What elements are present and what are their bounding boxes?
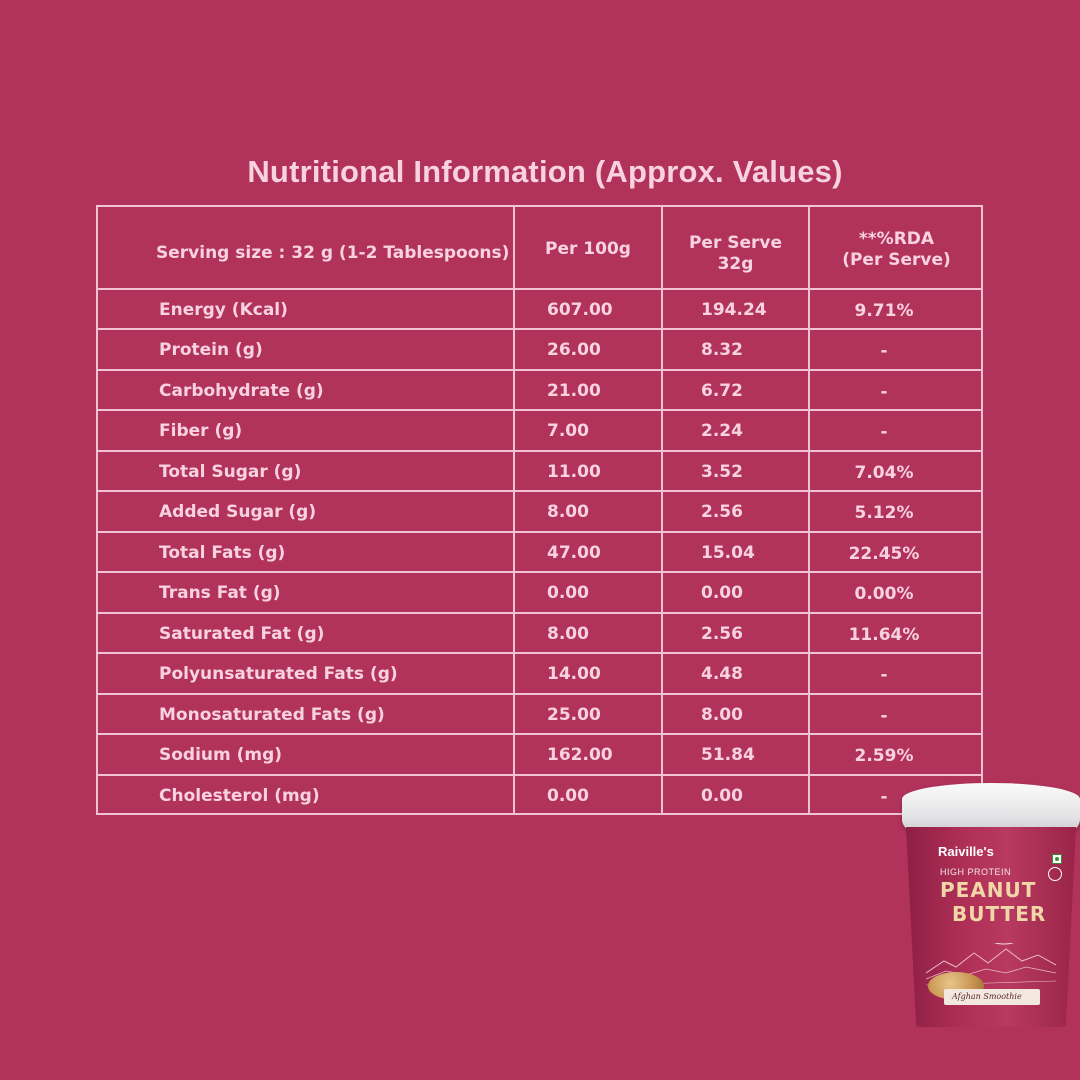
value-per-100g: 21.00: [547, 381, 601, 401]
header-serving-size: Serving size : 32 g (1-2 Tablespoons): [156, 243, 510, 263]
value-per-100g: 25.00: [547, 705, 601, 725]
header-per-100g-label: Per 100g: [545, 239, 631, 259]
jar-lid: [902, 783, 1080, 831]
nutrient-name: Trans Fat (g): [159, 583, 281, 603]
row-divider: [98, 288, 981, 290]
value-per-serve: 2.24: [701, 421, 743, 441]
nutrient-name: Sodium (mg): [159, 745, 283, 765]
value-per-100g: 47.00: [547, 543, 601, 563]
value-rda: -: [880, 341, 888, 361]
header-rda: [810, 229, 983, 271]
nutrient-name: Energy (Kcal): [159, 300, 288, 320]
jar-subtitle: HIGH PROTEIN: [940, 867, 1012, 877]
value-per-serve: 15.04: [701, 543, 755, 563]
nutrient-name: Total Fats (g): [159, 543, 286, 563]
row-divider: [98, 450, 981, 452]
nutrient-name: Protein (g): [159, 340, 263, 360]
value-per-100g: 26.00: [547, 340, 601, 360]
value-per-100g: 0.00: [547, 583, 589, 603]
column-divider: [513, 207, 515, 813]
row-divider: [98, 733, 981, 735]
value-per-serve: 0.00: [701, 583, 743, 603]
nutrient-name: Fiber (g): [159, 421, 243, 441]
value-per-100g: 0.00: [547, 786, 589, 806]
value-per-100g: 8.00: [547, 502, 589, 522]
page-title: Nutritional Information (Approx. Values): [247, 154, 843, 189]
value-rda: 0.00%: [854, 584, 914, 604]
value-rda: -: [880, 422, 888, 442]
value-per-serve: 8.00: [701, 705, 743, 725]
value-per-serve: 3.52: [701, 462, 743, 482]
value-per-100g: 607.00: [547, 300, 613, 320]
row-divider: [98, 774, 981, 776]
nutrient-name: Saturated Fat (g): [159, 624, 325, 644]
column-divider: [661, 207, 663, 813]
jar-flavour: Afghan Smoothie: [952, 992, 1022, 1001]
nutrient-name: Polyunsaturated Fats (g): [159, 664, 398, 684]
value-rda: 5.12%: [854, 503, 914, 523]
row-divider: [98, 409, 981, 411]
header-per-serve: [663, 233, 808, 275]
value-per-serve: 8.32: [701, 340, 743, 360]
nutrient-name: Monosaturated Fats (g): [159, 705, 385, 725]
row-divider: [98, 490, 981, 492]
jar-name-line1: PEANUT: [940, 878, 1037, 902]
value-per-100g: 162.00: [547, 745, 613, 765]
nutrient-name: Cholesterol (mg): [159, 786, 320, 806]
value-rda: 11.64%: [848, 625, 920, 645]
value-per-serve: 51.84: [701, 745, 755, 765]
row-divider: [98, 328, 981, 330]
row-divider: [98, 693, 981, 695]
value-per-serve: 4.48: [701, 664, 743, 684]
row-divider: [98, 612, 981, 614]
value-rda: 9.71%: [854, 301, 914, 321]
row-divider: [98, 652, 981, 654]
badge-icon: [1048, 867, 1062, 881]
header-per-100g: [515, 239, 661, 260]
value-per-serve: 0.00: [701, 786, 743, 806]
value-rda: 22.45%: [848, 544, 920, 564]
value-per-serve: 2.56: [701, 624, 743, 644]
value-per-serve: 6.72: [701, 381, 743, 401]
value-rda: -: [880, 665, 888, 685]
value-rda: 2.59%: [854, 746, 914, 766]
row-divider: [98, 531, 981, 533]
product-jar-image: [902, 783, 1080, 1028]
nutrient-name: Added Sugar (g): [159, 502, 317, 522]
header-rda-note: (Per Serve): [842, 250, 951, 270]
value-per-100g: 14.00: [547, 664, 601, 684]
row-divider: [98, 369, 981, 371]
row-divider: [98, 571, 981, 573]
value-rda: -: [880, 787, 888, 807]
nutrition-table: [96, 205, 983, 815]
value-per-100g: 11.00: [547, 462, 601, 482]
value-per-100g: 7.00: [547, 421, 589, 441]
value-rda: 7.04%: [854, 463, 914, 483]
veg-mark-icon: [1052, 854, 1062, 864]
nutrient-name: Total Sugar (g): [159, 462, 302, 482]
header-per-serve-size: 32g: [717, 254, 754, 274]
value-per-serve: 2.56: [701, 502, 743, 522]
value-rda: -: [880, 706, 888, 726]
header-rda-label: **%RDA: [858, 229, 935, 249]
header-per-serve-label: Per Serve: [688, 233, 783, 253]
value-per-100g: 8.00: [547, 624, 589, 644]
nutrient-name: Carbohydrate (g): [159, 381, 324, 401]
jar-brand: Raiville's: [938, 844, 994, 859]
jar-name-line2: BUTTER: [952, 902, 1047, 926]
value-per-serve: 194.24: [701, 300, 767, 320]
flavour-label: [944, 989, 1040, 1005]
value-rda: -: [880, 382, 888, 402]
